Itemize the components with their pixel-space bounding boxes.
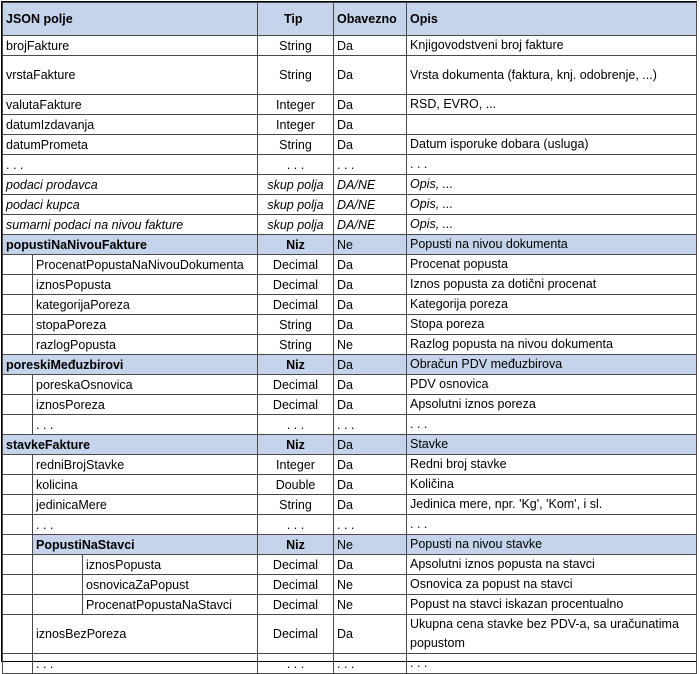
field-required: DA/NE — [334, 215, 407, 235]
field-required: Ne — [334, 595, 407, 615]
field-description: . . . — [407, 515, 697, 535]
field-type: . . . — [258, 415, 334, 435]
field-description: Jedinica mere, npr. 'Kg', 'Kom', i sl. — [407, 495, 697, 515]
table-row — [3, 315, 697, 335]
field-required: Ne — [334, 335, 407, 355]
table-row — [3, 515, 697, 535]
field-type: Integer — [258, 95, 334, 115]
field-required: Da — [334, 255, 407, 275]
field-required: Da — [334, 475, 407, 495]
field-required: DA/NE — [334, 175, 407, 195]
field-type: Decimal — [258, 575, 334, 595]
group-row-tax-subtotals — [3, 355, 697, 375]
field-name: poreskiMeđuzbirovi — [3, 355, 258, 375]
field-description — [407, 115, 697, 135]
table-row — [3, 295, 697, 315]
field-description: Popusti na nivou stavke — [407, 535, 697, 555]
field-name: datumIzdavanja — [3, 115, 258, 135]
field-required: Da — [334, 355, 407, 375]
field-name: jedinicaMere — [36, 497, 107, 512]
table-row — [3, 155, 697, 175]
table-row — [3, 135, 697, 155]
table-row — [3, 175, 697, 195]
field-description: Apsolutni iznos poreza — [407, 395, 697, 415]
field-name: poreskaOsnovica — [36, 377, 133, 392]
field-required: . . . — [334, 515, 407, 535]
field-name-cell — [3, 515, 258, 535]
field-name: datumPrometa — [3, 135, 258, 155]
field-name: stavkeFakture — [3, 435, 258, 455]
field-name: podaci prodavca — [3, 175, 258, 195]
field-name: brojFakture — [3, 36, 258, 56]
field-description: Knjigovodstveni broj fakture — [407, 36, 697, 56]
table-row — [3, 335, 697, 355]
table-row — [3, 195, 697, 215]
field-description: Popusti na nivou dokumenta — [407, 235, 697, 255]
field-name-cell — [3, 654, 258, 674]
group-row-item-discounts — [3, 535, 697, 555]
field-type: String — [258, 36, 334, 56]
field-description: Stopa poreza — [407, 315, 697, 335]
field-type: . . . — [258, 515, 334, 535]
table-header-row — [3, 3, 697, 36]
field-required: . . . — [334, 155, 407, 175]
field-required: Da — [334, 375, 407, 395]
field-required: Da — [334, 135, 407, 155]
field-name: iznosPoreza — [36, 397, 105, 412]
field-type: Niz — [258, 435, 334, 455]
field-type: Decimal — [258, 395, 334, 415]
field-name: ProcenatPopustaNaStavci — [86, 597, 232, 612]
field-type: Niz — [258, 355, 334, 375]
json-field-table — [2, 2, 697, 674]
table-row — [3, 575, 697, 595]
field-type: . . . — [258, 155, 334, 175]
field-required: . . . — [334, 415, 407, 435]
field-name-cell — [3, 375, 258, 395]
field-name: podaci kupca — [3, 195, 258, 215]
field-type: Integer — [258, 115, 334, 135]
field-name: kolicina — [36, 477, 78, 492]
field-required: Da — [334, 435, 407, 455]
table-row — [3, 415, 697, 435]
field-name-cell — [3, 495, 258, 515]
field-description: Procenat popusta — [407, 255, 697, 275]
field-name: redniBrojStavke — [36, 457, 125, 472]
field-type: Decimal — [258, 255, 334, 275]
table-row — [3, 595, 697, 615]
field-required: Da — [334, 275, 407, 295]
field-required: Da — [334, 295, 407, 315]
field-name: iznosBezPoreza — [36, 627, 127, 641]
field-name: iznosPopusta — [86, 557, 162, 572]
field-required: Ne — [334, 235, 407, 255]
field-name: . . . — [3, 155, 258, 175]
field-required: Da — [334, 36, 407, 56]
field-description: Kategorija poreza — [407, 295, 697, 315]
field-name: popustiNaNivouFakture — [3, 235, 258, 255]
field-name: kategorijaPoreza — [36, 297, 130, 312]
field-name-cell — [3, 455, 258, 475]
field-type: Decimal — [258, 295, 334, 315]
table-row — [3, 654, 697, 674]
table-row — [3, 395, 697, 415]
field-description: Osnovica za popust na stavci — [407, 575, 697, 595]
table-row — [3, 215, 697, 235]
field-name: iznosPopusta — [36, 277, 112, 292]
field-required: Da — [334, 495, 407, 515]
field-description: Apsolutni iznos popusta na stavci — [407, 555, 697, 575]
table-row — [3, 95, 697, 115]
field-description: Iznos popusta za dotični procenat — [407, 275, 697, 295]
field-required: Da — [334, 395, 407, 415]
field-description: Popust na stavci iskazan procentualno — [407, 595, 697, 615]
header-opis: Opis — [407, 3, 697, 36]
field-type: Decimal — [258, 375, 334, 395]
field-type: skup polja — [258, 175, 334, 195]
field-description: Opis, ... — [407, 195, 697, 215]
field-required: Da — [334, 615, 407, 654]
field-required: Ne — [334, 575, 407, 595]
field-name-cell — [3, 575, 258, 595]
field-description: . . . — [407, 415, 697, 435]
field-type: Niz — [258, 235, 334, 255]
field-name-cell — [3, 615, 258, 654]
field-type: Decimal — [258, 595, 334, 615]
field-description: Količina — [407, 475, 697, 495]
group-row-document-discounts — [3, 235, 697, 255]
field-description: Opis, ... — [407, 175, 697, 195]
field-name: . . . — [36, 656, 54, 671]
table-row — [3, 495, 697, 515]
field-description: Razlog popusta na nivou dokumenta — [407, 335, 697, 355]
field-name: osnovicaZaPopust — [86, 577, 189, 592]
field-description: Redni broj stavke — [407, 455, 697, 475]
field-name: valutaFakture — [3, 95, 258, 115]
json-field-table-container — [1, 1, 697, 671]
field-name-cell — [3, 395, 258, 415]
field-description: PDV osnovica — [407, 375, 697, 395]
table-row — [3, 615, 697, 654]
table-row — [3, 555, 697, 575]
field-name-cell — [3, 535, 258, 555]
field-name-cell — [3, 335, 258, 355]
field-required: Ne — [334, 535, 407, 555]
table-row — [3, 56, 697, 95]
field-name-cell — [3, 475, 258, 495]
field-type: Niz — [258, 535, 334, 555]
field-description: . . . — [407, 654, 697, 674]
field-name-cell — [3, 595, 258, 615]
field-required: DA/NE — [334, 195, 407, 215]
field-type: Decimal — [258, 555, 334, 575]
field-description: Vrsta dokumenta (faktura, knj. odobrenje, ...) — [407, 56, 697, 95]
field-type: String — [258, 495, 334, 515]
field-description: Ukupna cena stavke bez PDV-a, sa uračunatima popustom — [407, 615, 697, 654]
table-row — [3, 275, 697, 295]
group-row-invoice-items — [3, 435, 697, 455]
header-tip: Tip — [258, 3, 334, 36]
field-type: Integer — [258, 455, 334, 475]
field-type: String — [258, 135, 334, 155]
field-type: skup polja — [258, 215, 334, 235]
field-name: ProcenatPopustaNaNivouDokumenta — [36, 257, 244, 272]
table-row — [3, 375, 697, 395]
table-row — [3, 115, 697, 135]
field-type: Double — [258, 475, 334, 495]
field-required: Da — [334, 315, 407, 335]
field-required: Da — [334, 95, 407, 115]
field-type: String — [258, 56, 334, 95]
field-type: Decimal — [258, 275, 334, 295]
field-name-cell — [3, 315, 258, 335]
field-description: Datum isporuke dobara (usluga) — [407, 135, 697, 155]
field-type: Decimal — [258, 615, 334, 654]
field-name-cell — [3, 415, 258, 435]
field-type: . . . — [258, 654, 334, 674]
table-row — [3, 36, 697, 56]
field-type: skup polja — [258, 195, 334, 215]
table-row — [3, 475, 697, 495]
field-name: sumarni podaci na nivou fakture — [3, 215, 258, 235]
field-name: stopaPoreza — [36, 317, 107, 332]
header-obavezno: Obavezno — [334, 3, 407, 36]
field-name-cell — [3, 295, 258, 315]
table-row — [3, 255, 697, 275]
field-name: PopustiNaStavci — [33, 535, 257, 554]
field-required: . . . — [334, 654, 407, 674]
field-required: Da — [334, 56, 407, 95]
field-name: . . . — [36, 417, 54, 432]
field-description: . . . — [407, 155, 697, 175]
field-name-cell — [3, 255, 258, 275]
field-required: Da — [334, 455, 407, 475]
field-description: Obračun PDV međuzbirova — [407, 355, 697, 375]
field-description: Stavke — [407, 435, 697, 455]
field-type: String — [258, 315, 334, 335]
field-name: vrstaFakture — [3, 56, 258, 95]
field-name: . . . — [36, 517, 54, 532]
field-required: Da — [334, 115, 407, 135]
field-name-cell — [3, 275, 258, 295]
field-name: razlogPopusta — [36, 337, 116, 352]
field-required: Da — [334, 555, 407, 575]
field-description: RSD, EVRO, ... — [407, 95, 697, 115]
field-name-cell — [3, 555, 258, 575]
field-type: String — [258, 335, 334, 355]
table-row — [3, 455, 697, 475]
field-description: Opis, ... — [407, 215, 697, 235]
header-json-polje: JSON polje — [3, 3, 258, 36]
